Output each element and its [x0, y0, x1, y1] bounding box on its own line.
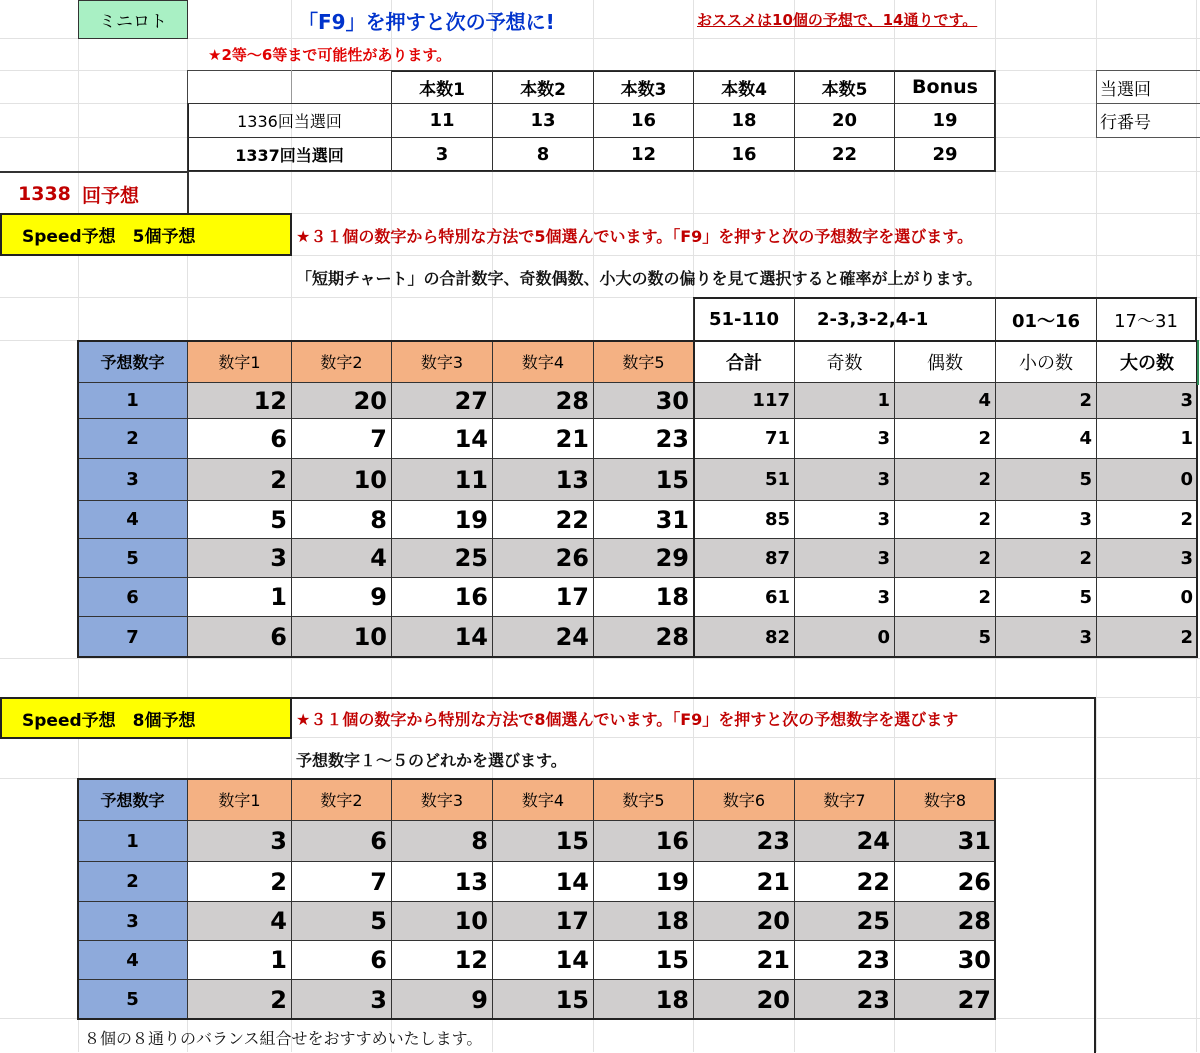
speed5-header-even: 偶数: [894, 340, 996, 383]
speed5-number-cell: 31: [593, 500, 694, 539]
speed8-number-cell: 16: [593, 820, 694, 862]
speed8-row-id: 2: [77, 861, 188, 902]
speed5-stat-cell: 2: [1096, 616, 1198, 658]
speed5-number-cell: 24: [492, 616, 594, 658]
speed8-number-cell: 9: [391, 979, 493, 1020]
speed8-header-num2: 数字2: [291, 778, 392, 821]
speed5-stat-cell: 117: [693, 382, 795, 419]
speed5-stat-cell: 3: [1096, 382, 1198, 419]
speed8-number-cell: 15: [492, 979, 594, 1020]
results-header-5: 本数5: [794, 70, 895, 104]
speed5-header-id: 予想数字: [77, 340, 188, 383]
speed5-header-sum: 合計: [693, 340, 795, 383]
speed5-stat-cell: 2: [894, 538, 996, 578]
speed5-title: Speed予想 5個予想: [0, 213, 292, 256]
speed8-number-cell: 18: [593, 901, 694, 941]
speed8-number-cell: 24: [794, 820, 895, 862]
speed5-number-cell: 20: [291, 382, 392, 419]
speed5-stat-cell: 2: [995, 382, 1097, 419]
speed8-header-num4: 数字4: [492, 778, 594, 821]
speed5-number-cell: 27: [391, 382, 493, 419]
speed5-header-num1: 数字1: [187, 340, 292, 383]
speed5-number-cell: 22: [492, 500, 594, 539]
speed8-header-num8: 数字8: [894, 778, 996, 821]
speed8-number-cell: 27: [894, 979, 996, 1020]
speed8-header-num6: 数字6: [693, 778, 795, 821]
speed8-number-cell: 22: [794, 861, 895, 902]
speed8-header-id: 予想数字: [77, 778, 188, 821]
speed5-stat-cell: 3: [995, 616, 1097, 658]
speed8-number-cell: 1: [187, 940, 292, 980]
speed8-number-cell: 5: [291, 901, 392, 941]
results-cell: 13: [492, 103, 594, 138]
speed8-number-cell: 19: [593, 861, 694, 902]
speed5-header-odd: 奇数: [794, 340, 895, 383]
speed8-row-id: 5: [77, 979, 188, 1020]
results-header-2: 本数2: [492, 70, 594, 104]
next-draw-number: 1338: [18, 183, 71, 205]
recommend-text: おススメは10個の予想で、14通りです。: [697, 11, 978, 29]
speed8-header-num3: 数字3: [391, 778, 493, 821]
speed5-stat-cell: 2: [894, 458, 996, 501]
results-header-3: 本数3: [593, 70, 694, 104]
speed8-footer: ８個の８通りのバランス組合せをおすすめいたします。: [84, 1029, 483, 1048]
speed5-number-cell: 10: [291, 616, 392, 658]
speed5-row-id: 7: [77, 616, 188, 658]
speed8-number-cell: 28: [894, 901, 996, 941]
speed8-number-cell: 14: [492, 861, 594, 902]
speed8-header-num1: 数字1: [187, 778, 292, 821]
speed5-number-cell: 30: [593, 382, 694, 419]
speed8-number-cell: 6: [291, 940, 392, 980]
speed5-number-cell: 3: [187, 538, 292, 578]
speed8-number-cell: 12: [391, 940, 493, 980]
speed5-stat-cell: 82: [693, 616, 795, 658]
speed5-stat-cell: 61: [693, 577, 795, 617]
speed5-stat-cell: 1: [794, 382, 895, 419]
speed8-number-cell: 10: [391, 901, 493, 941]
speed5-number-cell: 16: [391, 577, 493, 617]
speed5-number-cell: 8: [291, 500, 392, 539]
results-cell: 16: [593, 103, 694, 138]
speed5-number-cell: 7: [291, 418, 392, 459]
speed8-number-cell: 7: [291, 861, 392, 902]
range-header-sum: 51-110: [693, 297, 795, 341]
speed5-stat-cell: 5: [894, 616, 996, 658]
speed8-header-num7: 数字7: [794, 778, 895, 821]
results-cell: 18: [693, 103, 795, 138]
speed5-stat-cell: 87: [693, 538, 795, 578]
results-cell: 20: [794, 103, 895, 138]
speed8-number-cell: 3: [187, 820, 292, 862]
results-header-4: 本数4: [693, 70, 795, 104]
results-header-blank: [187, 70, 392, 104]
speed5-stat-cell: 0: [794, 616, 895, 658]
speed5-number-cell: 28: [492, 382, 594, 419]
miniloto-label: ミニロト: [78, 0, 188, 39]
speed5-stat-cell: 3: [794, 577, 895, 617]
speed5-stat-cell: 3: [995, 500, 1097, 539]
speed5-number-cell: 29: [593, 538, 694, 578]
results-row-label: 1337回当選回: [187, 137, 392, 172]
speed8-number-cell: 21: [693, 940, 795, 980]
speed5-number-cell: 10: [291, 458, 392, 501]
results-cell-bonus: 29: [894, 137, 996, 172]
speed8-number-cell: 21: [693, 861, 795, 902]
speed8-number-cell: 6: [291, 820, 392, 862]
results-header-bonus: Bonus: [894, 70, 996, 104]
results-header-1: 本数1: [391, 70, 493, 104]
speed8-number-cell: 20: [693, 901, 795, 941]
speed5-row-id: 1: [77, 382, 188, 419]
speed5-stat-cell: 0: [1096, 577, 1198, 617]
speed5-stat-cell: 3: [794, 538, 895, 578]
speed5-stat-cell: 85: [693, 500, 795, 539]
speed5-number-cell: 9: [291, 577, 392, 617]
results-cell: 11: [391, 103, 493, 138]
range-header-small: 01～16: [995, 297, 1097, 341]
range-header-large: 17～31: [1096, 297, 1197, 341]
possibility-text: ★2等～6等まで可能性があります。: [208, 46, 452, 64]
speed5-number-cell: 12: [187, 382, 292, 419]
speed5-stat-cell: 2: [995, 538, 1097, 578]
speed5-number-cell: 18: [593, 577, 694, 617]
side-box-draw: 当選回: [1096, 70, 1200, 104]
speed5-number-cell: 28: [593, 616, 694, 658]
speed8-number-cell: 15: [593, 940, 694, 980]
speed5-row-id: 3: [77, 458, 188, 501]
speed5-number-cell: 6: [187, 418, 292, 459]
speed8-number-cell: 23: [693, 820, 795, 862]
speed5-note-red: ★３１個の数字から特別な方法で5個選んでいます。「F9」を押すと次の予想数字を選びます。: [296, 227, 973, 246]
speed8-number-cell: 18: [593, 979, 694, 1020]
results-cell-bonus: 19: [894, 103, 996, 138]
speed8-number-cell: 23: [794, 979, 895, 1020]
speed5-stat-cell: 0: [1096, 458, 1198, 501]
speed5-row-id: 5: [77, 538, 188, 578]
speed5-note-black: 「短期チャート」の合計数字、奇数偶数、小大の数の偏りを見て選択すると確率が上がります。: [296, 269, 983, 288]
speed5-stat-cell: 4: [894, 382, 996, 419]
speed5-stat-cell: 5: [995, 577, 1097, 617]
speed5-header-num4: 数字4: [492, 340, 594, 383]
speed8-number-cell: 31: [894, 820, 996, 862]
f9-title: 「F9」を押すと次の予想に!: [298, 10, 555, 34]
speed5-stat-cell: 2: [894, 577, 996, 617]
results-cell: 16: [693, 137, 795, 172]
speed8-number-cell: 13: [391, 861, 493, 902]
results-row-label: 1336回当選回: [187, 103, 392, 138]
speed8-number-cell: 8: [391, 820, 493, 862]
speed8-note-red: ★３１個の数字から特別な方法で8個選んでいます。「F9」を押すと次の予想数字を選びます: [296, 710, 959, 729]
speed5-number-cell: 14: [391, 418, 493, 459]
speed8-note-black: 予想数字１～５のどれかを選びます。: [296, 751, 567, 770]
speed5-stat-cell: 2: [1096, 500, 1198, 539]
speed5-row-id: 2: [77, 418, 188, 459]
speed8-number-cell: 4: [187, 901, 292, 941]
speed8-number-cell: 30: [894, 940, 996, 980]
speed5-row-id: 4: [77, 500, 188, 539]
speed5-header-num3: 数字3: [391, 340, 493, 383]
speed5-stat-cell: 3: [794, 500, 895, 539]
speed8-number-cell: 3: [291, 979, 392, 1020]
speed8-number-cell: 26: [894, 861, 996, 902]
results-cell: 3: [391, 137, 493, 172]
speed5-stat-cell: 3: [1096, 538, 1198, 578]
speed5-number-cell: 21: [492, 418, 594, 459]
speed8-number-cell: 25: [794, 901, 895, 941]
speed5-header-num5: 数字5: [593, 340, 694, 383]
results-cell: 22: [794, 137, 895, 172]
speed5-stat-cell: 71: [693, 418, 795, 459]
speed5-stat-cell: 1: [1096, 418, 1198, 459]
speed5-stat-cell: 3: [794, 418, 895, 459]
speed5-number-cell: 11: [391, 458, 493, 501]
speed5-stat-cell: 2: [894, 418, 996, 459]
speed8-row-id: 1: [77, 820, 188, 862]
speed5-stat-cell: 5: [995, 458, 1097, 501]
speed5-number-cell: 23: [593, 418, 694, 459]
speed5-header-small: 小の数: [995, 340, 1097, 383]
speed8-row-id: 3: [77, 901, 188, 941]
speed5-number-cell: 4: [291, 538, 392, 578]
speed5-stat-cell: 51: [693, 458, 795, 501]
speed5-number-cell: 19: [391, 500, 493, 539]
next-draw-label: 回予想: [82, 185, 140, 207]
speed8-number-cell: 14: [492, 940, 594, 980]
speed5-row-id: 6: [77, 577, 188, 617]
range-header-oddeven: 2-3,3-2,4-1: [794, 297, 996, 341]
speed5-header-large: 大の数: [1096, 340, 1198, 383]
speed8-number-cell: 20: [693, 979, 795, 1020]
speed8-row-id: 4: [77, 940, 188, 980]
speed5-stat-cell: 3: [794, 458, 895, 501]
speed5-number-cell: 15: [593, 458, 694, 501]
speed5-number-cell: 6: [187, 616, 292, 658]
speed5-header-num2: 数字2: [291, 340, 392, 383]
speed5-number-cell: 26: [492, 538, 594, 578]
speed8-number-cell: 23: [794, 940, 895, 980]
speed5-stat-cell: 4: [995, 418, 1097, 459]
results-cell: 12: [593, 137, 694, 172]
speed5-number-cell: 17: [492, 577, 594, 617]
side-box-row-number: 行番号: [1096, 103, 1200, 138]
speed8-number-cell: 2: [187, 861, 292, 902]
speed5-number-cell: 5: [187, 500, 292, 539]
speed5-number-cell: 25: [391, 538, 493, 578]
speed8-number-cell: 2: [187, 979, 292, 1020]
results-cell: 8: [492, 137, 594, 172]
speed5-number-cell: 13: [492, 458, 594, 501]
speed5-stat-cell: 2: [894, 500, 996, 539]
speed8-header-num5: 数字5: [593, 778, 694, 821]
speed8-number-cell: 15: [492, 820, 594, 862]
speed8-number-cell: 17: [492, 901, 594, 941]
speed5-number-cell: 1: [187, 577, 292, 617]
speed8-title: Speed予想 8個予想: [0, 697, 292, 739]
speed5-number-cell: 2: [187, 458, 292, 501]
speed5-number-cell: 14: [391, 616, 493, 658]
